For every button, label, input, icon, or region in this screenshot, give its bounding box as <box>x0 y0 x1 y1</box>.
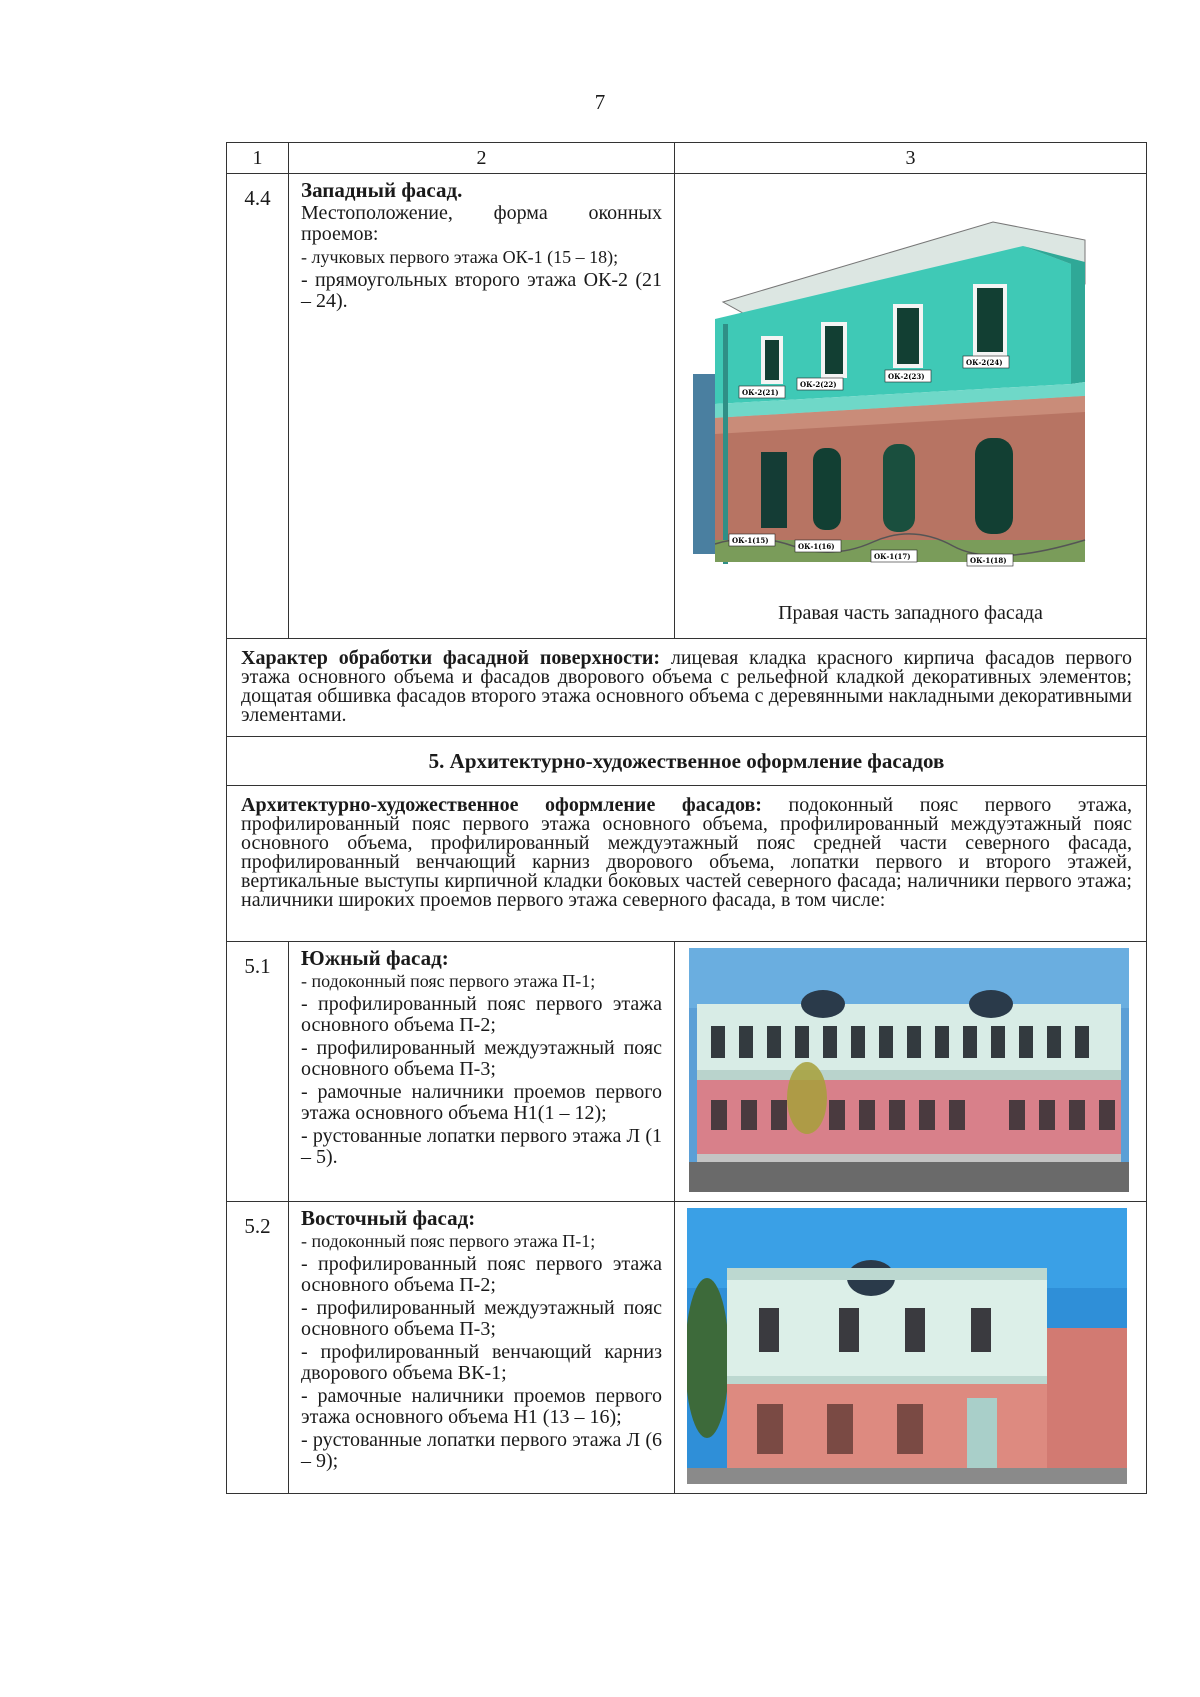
photo-label <box>739 386 785 398</box>
svg-text:ОК-1(15): ОК-1(15) <box>732 536 769 545</box>
svg-text:ОК-1(16): ОК-1(16) <box>798 542 835 551</box>
west-facade-photo <box>693 184 1099 584</box>
header-col-2: 2 <box>289 143 675 174</box>
row-title: Южный фасад: <box>301 946 449 970</box>
section-5-text <box>227 786 1147 942</box>
row-description <box>289 942 675 1202</box>
svg-text:ОК-2(21): ОК-2(21) <box>742 388 779 397</box>
section-5-title-row <box>227 737 1147 786</box>
svg-text:ОК-2(24): ОК-2(24) <box>966 358 1003 367</box>
surface-treatment-heading: Характер обработки фасадной поверхности: <box>241 647 661 669</box>
table-row <box>227 1202 1147 1494</box>
photo-label <box>795 540 841 552</box>
desc-line: - прямоугольных второго этажа ОК-2 (21 – 24). <box>301 269 662 312</box>
desc-line: - рамочные наличники проемов первого этажа основного объема Н1 (13 – 16); <box>301 1385 662 1428</box>
row-title: Западный фасад. <box>301 178 463 202</box>
photo-label <box>871 550 917 562</box>
photo-cell <box>675 942 1147 1202</box>
desc-line: - профилированный пояс первого этажа основного объема П-2; <box>301 1253 662 1296</box>
row-number: 5.2 <box>227 1202 289 1494</box>
table-row <box>227 942 1147 1202</box>
surface-treatment-text <box>227 639 1147 737</box>
section-5-heading: Архитектурно-художественное оформление фасадов: <box>241 794 762 816</box>
row-number: 5.1 <box>227 942 289 1202</box>
desc-line: - лучковых первого этажа ОК-1 (15 – 18); <box>301 247 619 267</box>
desc-line: - рустованные лопатки первого этажа Л (1 – 5). <box>301 1125 662 1168</box>
desc-line: - профилированный пояс первого этажа основного объема П-2; <box>301 993 662 1036</box>
header-col-1: 1 <box>227 143 289 174</box>
svg-text:ОК-1(18): ОК-1(18) <box>970 556 1007 565</box>
photo-cell <box>675 1202 1147 1494</box>
photo-label <box>885 370 931 382</box>
row-title: Восточный фасад: <box>301 1206 476 1230</box>
desc-line: - подоконный пояс первого этажа П-1; <box>301 971 596 991</box>
photo-label <box>797 378 843 390</box>
desc-line: - профилированный венчающий карниз дворового объема ВК-1; <box>301 1341 662 1384</box>
desc-line: - профилированный междуэтажный пояс основного объема П-3; <box>301 1297 662 1340</box>
svg-text:ОК-2(23): ОК-2(23) <box>888 372 925 381</box>
section-5-title: 5. Архитектурно-художественное оформление фасадов <box>227 737 1147 786</box>
table-row <box>227 174 1147 639</box>
photo-label <box>729 534 775 546</box>
svg-text:ОК-1(17): ОК-1(17) <box>874 552 911 561</box>
section-5-body: подоконный пояс первого этажа, профилированный пояс первого этажа основного объема, профилированный междуэтажный пояс основного объема, профилированный междуэтажный пояс средней части северного фасада, профилированный венчающий карниз дворового объема, лопатки первого и второго этажей, вертикальные выступы кирпичной кладки боковых частей северного фасада; наличники первого этажа; наличники широких проемов первого этажа северного фасада, в том числе: <box>241 794 1132 911</box>
photo-label <box>963 356 1009 368</box>
section-5-text-row <box>227 786 1147 942</box>
desc-line: Местоположение, форма оконных проемов: <box>301 202 662 245</box>
header-col-3: 3 <box>675 143 1147 174</box>
photo-cell <box>675 174 1147 639</box>
table-header-row <box>227 143 1147 174</box>
surface-treatment-body: лицевая кладка красного кирпича фасадов первого этажа основного объема и фасадов дворового объема с рельефной кладкой декоративных элементов; дощатая обшивка фасадов второго этажа основного объема с деревянными накладными декоративными элементами. <box>241 647 1132 726</box>
desc-line: - подоконный пояс первого этажа П-1; <box>301 1231 596 1251</box>
page-number: 7 <box>594 90 606 114</box>
photo-caption: Правая часть западного фасада <box>778 602 1043 624</box>
facade-table <box>226 142 1147 1494</box>
surface-treatment-row <box>227 639 1147 737</box>
desc-line: - рамочные наличники проемов первого этажа основного объема Н1(1 – 12); <box>301 1081 662 1124</box>
row-number: 4.4 <box>227 174 289 639</box>
desc-line: - рустованные лопатки первого этажа Л (6 – 9); <box>301 1429 662 1472</box>
row-description <box>289 1202 675 1494</box>
photo-label <box>967 554 1013 566</box>
svg-text:ОК-2(22): ОК-2(22) <box>800 380 837 389</box>
south-facade-photo <box>689 948 1129 1192</box>
desc-line: - профилированный междуэтажный пояс основного объема П-3; <box>301 1037 662 1080</box>
east-facade-photo <box>687 1208 1127 1484</box>
row-description <box>289 174 675 639</box>
